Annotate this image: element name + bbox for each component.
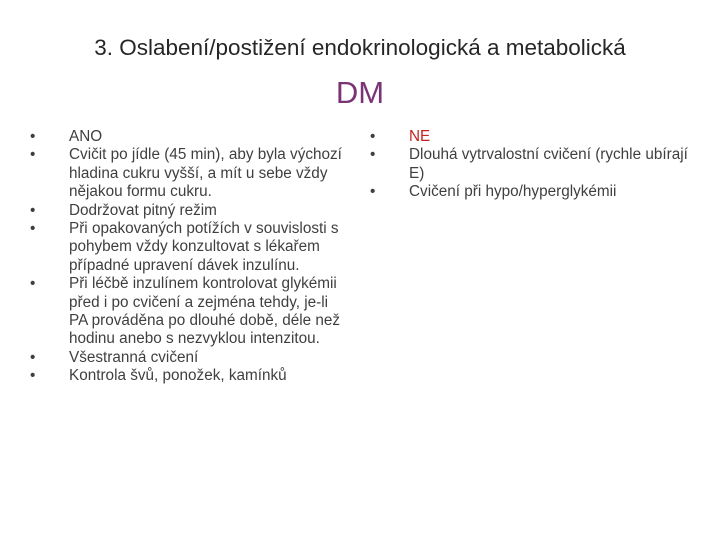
bullet-text: ANO xyxy=(69,128,103,145)
bullet-text: Cvičení při hypo/hyperglykémii xyxy=(409,183,617,201)
bullet-item xyxy=(370,146,690,183)
bullet-text: Dodržovat pitný režim xyxy=(69,201,217,219)
bullet-text: Kontrola švů, ponožek, kamínků xyxy=(69,367,287,385)
bullet-text: Dlouhá vytrvalostní cvičení (rychle ubírají E) xyxy=(409,146,688,182)
bullet-item-ne xyxy=(370,128,690,146)
slide-subtitle: DM xyxy=(335,75,385,110)
bullet-text: NE xyxy=(409,128,431,145)
bullet-icon: • xyxy=(30,367,36,385)
bullet-text: Při léčbě inzulínem kontrolovat glykémii před i po cvičení a zejména tehdy, je-li PA prováděna po dlouhé době, déle než hodinu anebo s nezvyklou intenzitou. xyxy=(69,275,341,348)
right-bullet-list xyxy=(370,128,690,202)
bullet-text: Všestranná cvičení xyxy=(69,348,199,366)
bullet-icon: • xyxy=(370,146,376,164)
bullet-item xyxy=(30,349,345,367)
left-bullet-list xyxy=(30,128,345,386)
bullet-item xyxy=(30,202,345,220)
bullet-item xyxy=(370,183,690,201)
bullet-item xyxy=(30,146,345,201)
bullet-text: Cvičit po jídle (45 min), aby byla výchozí hladina cukru vyšší, a mít u sebe vždy nějakou formu cukru. xyxy=(69,146,342,201)
bullet-text: Při opakovaných potížích v souvislosti s pohybem vždy konzultovat s lékařem případné upravení dávek inzulínu. xyxy=(69,220,339,274)
bullet-icon: • xyxy=(30,146,36,164)
bullet-icon: • xyxy=(370,128,376,145)
bullet-icon: • xyxy=(30,201,36,219)
bullet-item xyxy=(30,220,345,275)
bullet-icon: • xyxy=(30,348,36,366)
bullet-icon: • xyxy=(30,128,36,145)
bullet-icon: • xyxy=(30,275,36,293)
bullet-item xyxy=(30,275,345,349)
bullet-icon: • xyxy=(30,220,36,238)
bullet-item xyxy=(30,367,345,385)
slide-title: 3. Oslabení/postižení endokrinologická a metabolická xyxy=(94,35,626,60)
bullet-icon: • xyxy=(370,183,376,201)
bullet-item-ano xyxy=(30,128,345,146)
